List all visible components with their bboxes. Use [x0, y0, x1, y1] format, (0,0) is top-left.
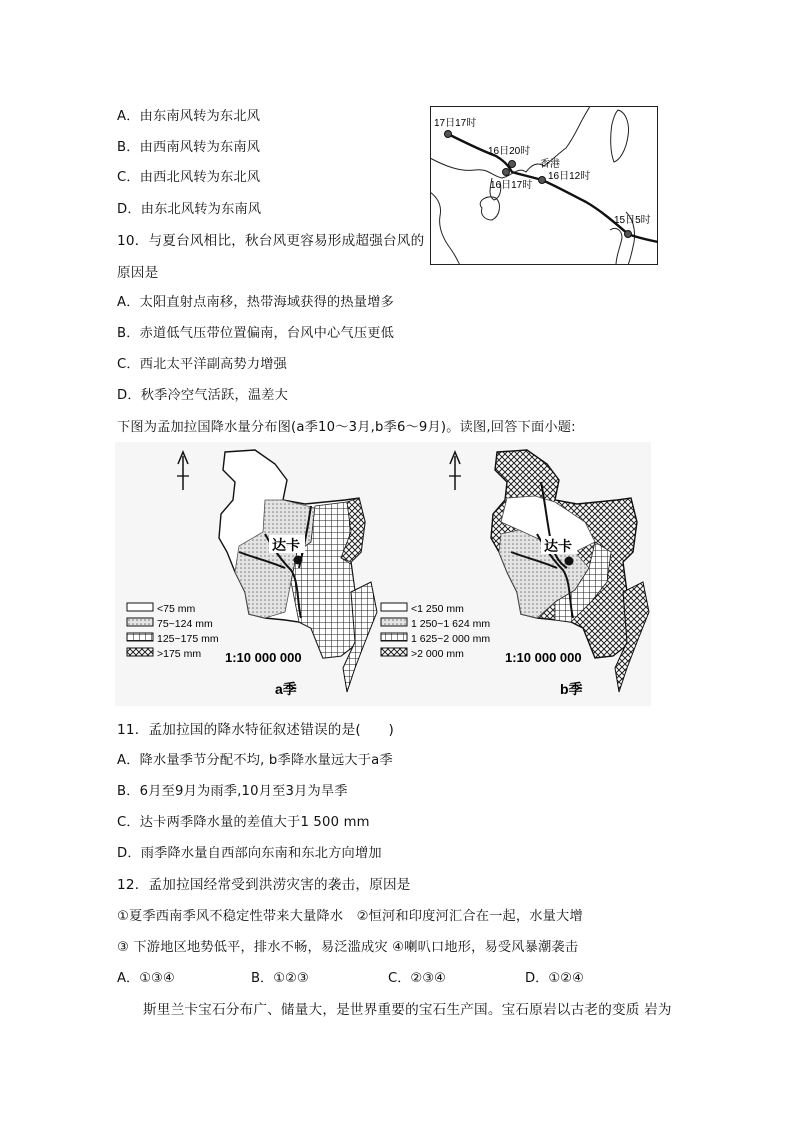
q12-stem: 12．孟加拉国经常受到洪涝灾害的袭击，原因是: [117, 877, 411, 893]
q12-answer-b: B．①②③: [251, 971, 309, 986]
label-16d20h: 16日20时: [488, 146, 531, 157]
map-b-dhaka-dot: [565, 557, 574, 566]
q11-stem: 11．孟加拉国的降水特征叙述错误的是( ): [117, 722, 394, 738]
q9-option-d: D．由东北风转为东南风: [117, 202, 262, 217]
q11-option-a: A．降水量季节分配不均, b季降水量远大于a季: [117, 753, 393, 768]
map-b-scale: 1:10 000 000: [505, 650, 582, 665]
intro-text: 下图为孟加拉国降水量分布图(a季10～3月,b季6～9月)。读图,回答下面小题:: [117, 420, 576, 435]
q10-option-a: A．太阳直射点南移，热带海域获得的热量增多: [117, 295, 394, 310]
q12-items-line2: ③ 下游地区地势低平，排水不畅，易泛滥成灾 ④喇叭口地形，易受风暴潮袭击: [117, 940, 579, 955]
map-a-dhaka-dot: [294, 556, 303, 565]
q10-option-d: D．秋季冷空气活跃，温差大: [117, 388, 289, 403]
bangladesh-precip-maps: [115, 442, 651, 706]
label-17d17h: 17日17时: [434, 118, 477, 129]
label-16d17h: 16日17时: [490, 180, 533, 191]
q10-option-b: B．赤道低气压带位置偏南，台风中心气压更低: [117, 326, 394, 341]
q9-option-c: C．由西北风转为东北风: [117, 170, 261, 185]
q10-stem-line1: 10．与夏台风相比，秋台风更容易形成超强台风的: [117, 233, 425, 249]
map-b-legend-4: >2 000 mm: [411, 648, 464, 660]
map-a-legend-2: 75~124 mm: [157, 618, 213, 630]
typhoon-track-map: [430, 106, 658, 265]
q11-option-b: B．6月至9月为雨季,10月至3月为旱季: [117, 784, 348, 799]
label-hongkong: 香港: [540, 159, 560, 170]
map-b-legend-2: 1 250~1 624 mm: [411, 618, 491, 630]
map-b-legend-3: 1 625~2 000 mm: [411, 633, 491, 645]
q10-option-c: C．西北太平洋副高势力增强: [117, 357, 288, 372]
q11-option-c: C．达卡两季降水量的差值大于1 500 mm: [117, 815, 370, 830]
map-a-scale: 1:10 000 000: [225, 650, 302, 665]
map-a-legend-3: 125~175 mm: [157, 633, 219, 645]
map-b: [381, 450, 649, 697]
map-b-caption: b季: [560, 681, 583, 697]
q9-option-a: A．由东南风转为东北风: [117, 109, 261, 124]
map-a-caption: a季: [275, 681, 297, 697]
map-b-city-label: 达卡: [544, 538, 572, 554]
q9-option-b: B．由西南风转为东南风: [117, 140, 261, 155]
q10-stem-line2: 原因是: [117, 265, 159, 281]
q12-answer-a: A．①③④: [117, 971, 175, 986]
q12-items-line1: ①夏季西南季风不稳定性带来大量降水 ②恒河和印度河汇合在一起，水量大增: [117, 909, 583, 924]
q11-option-d: D．雨季降水量自西部向东南和东北方向增加: [117, 846, 382, 861]
closing-paragraph: 斯里兰卡宝石分布广、储量大，是世界重要的宝石生产国。宝石原岩以古老的变质 岩为: [143, 1002, 672, 1018]
map-a-legend-4: >175 mm: [157, 648, 202, 660]
q12-answer-d: D．①②④: [525, 971, 584, 986]
map-a-legend-1: <75 mm: [157, 603, 196, 615]
map-b-legend-1: <1 250 mm: [411, 603, 464, 615]
map-a-city-label: 达卡: [272, 537, 300, 553]
q12-answer-c: C．②③④: [388, 971, 446, 986]
label-16d12h: 16日12时: [548, 171, 591, 182]
label-15d5h: 15日5时: [614, 215, 651, 226]
map-a: [127, 450, 377, 697]
